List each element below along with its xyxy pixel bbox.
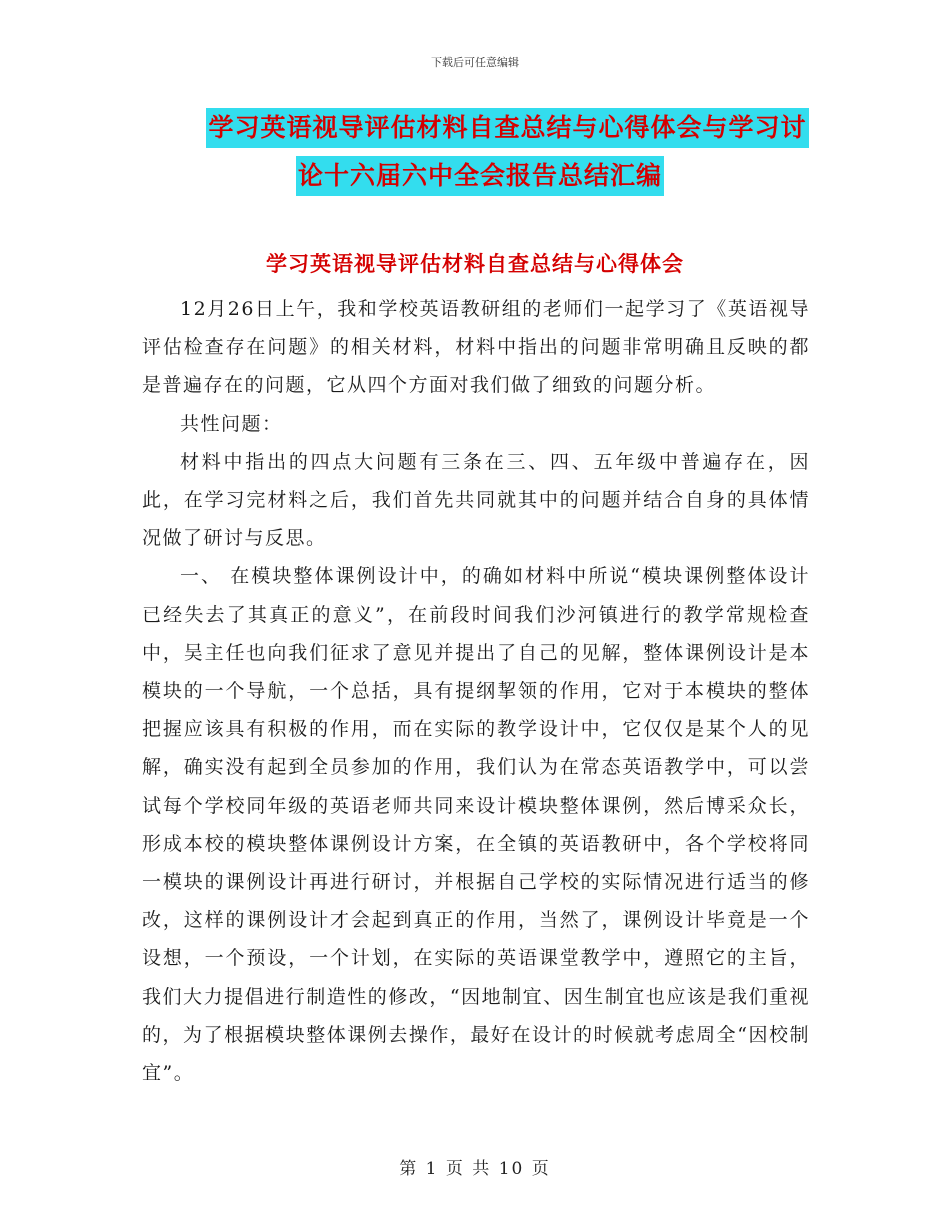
paragraph: 一、 在模块整体课例设计中，的确如材料中所说“模块课例整体设计已经失去了其真正的意义”，在前段时间我们沙河镇进行的教学常规检查中，吴主任也向我们征求了意见并提出了自己的见解，整体课例设计是本模块的一个导航，一个总括，具有提纲挈领的作用，它对于本模块的整体把握应该具有积极的作用，而在实际的教学设计中，它仅仅是某个人的见解，确实没有起到全员参加的作用，我们认为在常态英语教学中，可以尝试每个学校同年级的英语老师共同来设计模块整体课例，然后博采众长，形成本校的模块整体课例设计方案，在全镇的英语教研中，各个学校将同一模块的课例设计再进行研讨，并根据自己学校的实际情况进行适当的修改，这样的课例设计才会起到真正的作用，当然了，课例设计毕竟是一个设想，一个预设，一个计划，在实际的英语课堂教学中，遵照它的主旨，我们大力提倡进行制造性的修改，“因地制宜、因生制宜也应该是我们重视的，为了根据模块整体课例去操作，最好在设计的时候就考虑周全“因校制宜”。 [142,565,810,1085]
paragraph: 材料中指出的四点大问题有三条在三、四、五年级中普遍存在，因此，在学习完材料之后，我们首先共同就其中的问题并结合自身的具体情况做了研讨与反思。 [142,450,810,550]
title-line-1: 学习英语视导评估材料自查总结与心得体会与学习讨 [206,108,808,148]
title-line-2: 论十六届六中全会报告总结汇编 [296,156,664,196]
body-text [142,290,810,1092]
paragraph: 共性问题： [180,412,283,435]
document-title [140,108,820,196]
page-header-note: 下载后可任意编辑 [431,56,519,69]
section-title: 学习英语视导评估材料自查总结与心得体会 [266,252,684,276]
page-footer: 第 1 页 共 10 页 [399,1159,551,1179]
paragraph: 12月26日上午，我和学校英语教研组的老师们一起学习了《英语视导评估检查存在问题》的相关材料，材料中指出的问题非常明确且反映的都是普遍存在的问题，它从四个方面对我们做了细致的问题分析。 [142,298,810,397]
